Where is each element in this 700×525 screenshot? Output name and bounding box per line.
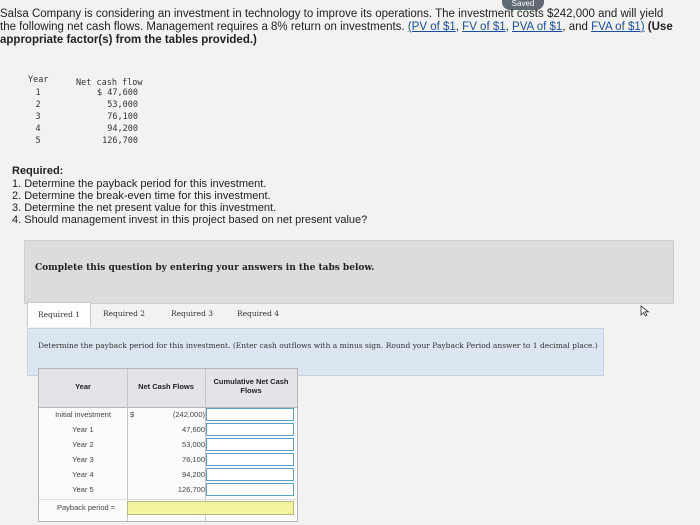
fva-table-link[interactable]: FVA of $1): [591, 21, 645, 33]
row-divider: [39, 499, 297, 500]
pv-table-link[interactable]: (PV of $1: [407, 21, 456, 33]
required-item-3: 3. Determine the net present value for this investment.: [12, 202, 277, 214]
table-row: [39, 482, 297, 497]
cumulative-input[interactable]: [206, 423, 294, 436]
cumulative-input[interactable]: [206, 483, 294, 496]
table-row: [39, 407, 297, 422]
row-value: 126,700: [177, 485, 205, 494]
link-separator: ,: [505, 21, 513, 33]
tab-required-4[interactable]: Required 4: [236, 309, 280, 318]
col-header-net-cash-flows: Net Cash Flows: [138, 382, 194, 391]
cf-amount: 76,100: [107, 112, 138, 122]
mouse-cursor-icon: [640, 305, 650, 317]
cf-year: 2: [35, 100, 41, 110]
row-value: 53,000: [182, 440, 205, 449]
cf-year: 1: [35, 88, 41, 98]
row-value: 94,200: [182, 470, 205, 479]
col-header-cumulative: Cumulative Net Cash Flows: [213, 377, 289, 395]
tab-required-3[interactable]: Required 3: [170, 309, 214, 318]
table-row: [39, 422, 297, 437]
cf-amount: 94,200: [107, 124, 138, 134]
payback-table-header: [39, 369, 297, 408]
intro-line-2-text: the following net cash flows. Management requires a 8% return on investments.: [0, 21, 408, 33]
row-value: 47,600: [182, 425, 205, 434]
tab-required-1[interactable]: Required 1: [27, 302, 91, 327]
required-item-1: 1. Determine the payback period for this investment.: [12, 178, 267, 190]
cf-amount: 126,700: [102, 136, 138, 146]
row-label: Year 4: [72, 470, 94, 479]
cf-year: 5: [35, 136, 41, 146]
payback-period-input[interactable]: [127, 501, 294, 515]
link-separator: ,: [455, 21, 463, 33]
table-row: [39, 452, 297, 467]
use-text: (Use: [644, 21, 673, 33]
cumulative-input[interactable]: [206, 438, 294, 451]
intro-line-3: appropriate factor(s) from the tables provided.): [0, 34, 257, 46]
required-title: Required:: [12, 165, 64, 177]
cf-year: 4: [35, 124, 41, 134]
required-section: [12, 165, 367, 226]
required-item-4: 4. Should management invest in this project based on net present value?: [12, 214, 368, 226]
saved-status-badge: Saved: [502, 0, 544, 10]
tab-required-2[interactable]: Required 2: [102, 309, 146, 318]
cf-amount: $ 47,600: [97, 88, 138, 98]
payback-period-label: Payback period =: [57, 503, 116, 512]
complete-prompt: Complete this question by entering your answers in the tabs below.: [35, 263, 375, 273]
link-and: , and: [562, 21, 592, 33]
intro-line-2: [0, 21, 700, 34]
tab-instruction: Determine the payback period for this investment. (Enter cash outflows with a minus sign. Round your Payback Period answer to 1 decimal place.): [38, 341, 598, 350]
row-label: Year 5: [72, 485, 94, 494]
table-row: [39, 467, 297, 482]
row-value: (242,000): [172, 410, 205, 419]
cf-amount: 53,000: [107, 100, 138, 110]
required-item-2: 2. Determine the break-even time for this investment.: [12, 190, 271, 202]
cumulative-input[interactable]: [206, 468, 294, 481]
instructions-banner: [24, 240, 674, 304]
table-row: [39, 437, 297, 452]
currency-symbol: $: [130, 410, 135, 419]
row-label: Year 3: [72, 455, 94, 464]
net-cash-flow-header: Net cash flow: [76, 78, 143, 88]
cf-year: 3: [35, 112, 41, 122]
payback-table: [38, 368, 298, 522]
year-header: Year: [28, 75, 49, 85]
row-value: 76,100: [182, 455, 205, 464]
cumulative-input[interactable]: [206, 408, 294, 421]
pva-table-link[interactable]: PVA of $1: [512, 21, 563, 33]
problem-statement: [0, 8, 700, 47]
row-label: Initial investment: [55, 410, 111, 419]
row-label: Year 1: [72, 425, 94, 434]
fv-table-link[interactable]: FV of $1: [462, 21, 506, 33]
row-label: Year 2: [72, 440, 94, 449]
cumulative-input[interactable]: [206, 453, 294, 466]
col-header-year: Year: [75, 382, 91, 391]
intro-line-1: Salsa Company is considering an investment in technology to improve its operations. The investment costs $242,000 and will yield: [0, 8, 664, 20]
